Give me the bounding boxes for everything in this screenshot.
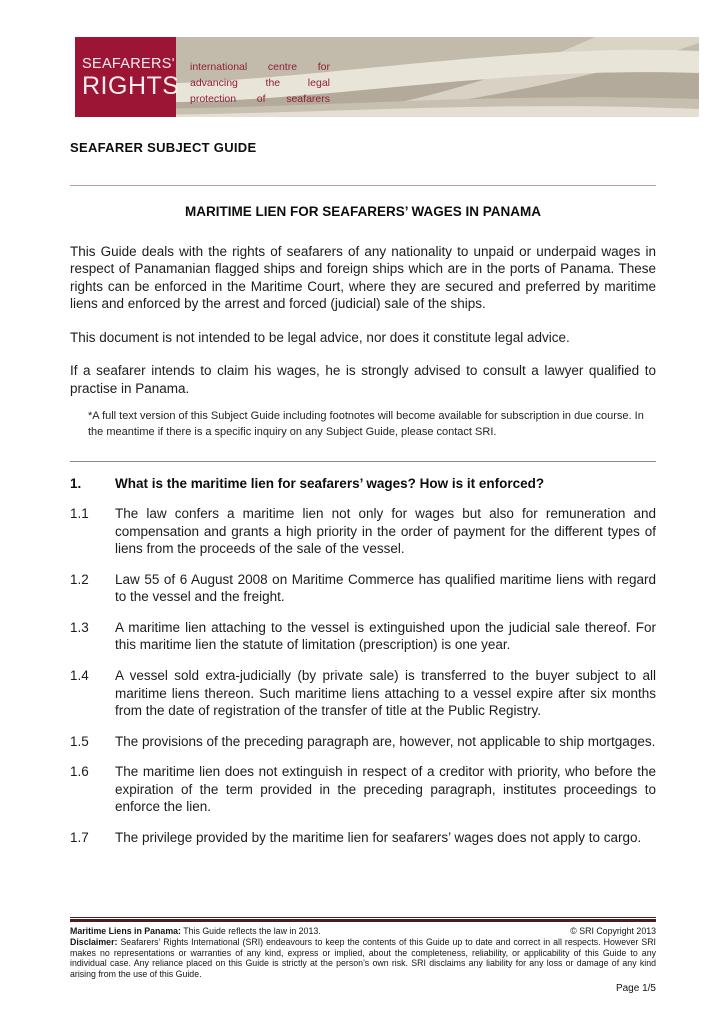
item-number: 1.7 (70, 829, 89, 845)
item-number: 1.5 (70, 733, 89, 749)
seafarers-rights-logo (75, 37, 180, 117)
tagline-line-2: advancing the legal (190, 76, 330, 89)
subscription-note: *A full text version of this Subject Guide including footnotes will become available for subscription in due course. In the meantime if there is a specific inquiry on any Subject Guide, please contact SRI. (88, 410, 644, 438)
intro-paragraph-2: This document is not intended to be legal advice, nor does it constitute legal advice. (70, 329, 570, 345)
intro-paragraph-1: This Guide deals with the rights of seafarers of any nationality to unpaid or underpaid wages in respect of Panamanian flagged ships and foreign ships which are in the ports of Panama. These rights can be enforced in the Maritime Court, where they are secured and preferred by maritime liens and enforced by the arrest and forced (judicial) sale of the ships. (70, 243, 656, 312)
footer-guide-title-rest: This Guide reflects the law in 2013. (180, 926, 321, 936)
item-number: 1.1 (70, 506, 89, 522)
page-number: Page 1/5 (615, 982, 656, 994)
logo-text-seafarers: SEAFARERS' (82, 56, 175, 72)
item-number: 1.2 (70, 571, 89, 587)
item-text: A vessel sold extra-judicially (by private sale) is transferred to the buyer subject to all maritime liens thereon. Such maritime liens attaching to a vessel expire after six months from the date of registration of the transfer of title at the Public Registry. (115, 667, 656, 719)
list-item (70, 667, 656, 720)
tagline-line-1: international centre for (190, 61, 330, 73)
disclaimer-text (70, 937, 656, 979)
item-text: A maritime lien attaching to the vessel is extinguished upon the judicial sale thereof. For this maritime lien the statute of limitation (prescription) is one year. (115, 619, 656, 653)
footer-divider-line (70, 917, 656, 922)
section-divider-line (70, 461, 656, 462)
section-heading (70, 475, 656, 493)
disclaimer-body: Seafarers’ Rights International (SRI) endeavours to keep the contents of this Guide up to date and correct in all respects. However SRI makes no representations or warranties of any kind, express or implied, about the completeness, reliability, or applicability of this Guide to any individual case. Any reliance placed on this Guide is strictly at the person’s own risk. SRI disclaims any liability for any loss or damage of any kind arising from the use of this Guide. (70, 937, 656, 979)
list-item (70, 619, 656, 654)
item-text: The privilege provided by the maritime lien for seafarers’ wages does not apply to cargo. (115, 829, 642, 845)
list-item (70, 505, 656, 558)
document-body (70, 203, 656, 846)
doc-type-heading: SEAFARER SUBJECT GUIDE (70, 140, 257, 155)
item-number: 1.4 (70, 667, 89, 683)
section-number: 1. (70, 475, 82, 491)
item-text: Law 55 of 6 August 2008 on Maritime Commerce has qualified maritime liens with regard to the vessel and the freight. (115, 571, 656, 605)
item-text: The law confers a maritime lien not only for wages but also for remuneration and compensation and grants a high priority in the order of payment for the different types of liens from the proceeds of the sale of the vessel. (115, 506, 656, 557)
tagline-line-3: protection of seafarers (190, 92, 330, 105)
item-text: The maritime lien does not extinguish in respect of a creditor with priority, who before the expiration of the term provided in the preceding paragraph, institutes proceedings to enforce the lien. (115, 764, 656, 815)
item-number: 1.6 (70, 764, 89, 780)
header-banner (75, 37, 699, 117)
item-text: The provisions of the preceding paragraph are, however, not applicable to ship mortgages. (115, 733, 656, 749)
page-title: MARITIME LIEN FOR SEAFARERS’ WAGES IN PANAMA (184, 204, 542, 219)
list-item (70, 571, 656, 606)
section-heading-text: What is the maritime lien for seafarers’ wages? How is it enforced? (115, 475, 545, 491)
disclaimer-label: Disclaimer: (70, 937, 118, 948)
footer-guide-title (70, 926, 321, 936)
list-item (70, 733, 656, 751)
list-item (70, 763, 656, 816)
footer-title-row (70, 926, 656, 936)
item-number: 1.3 (70, 619, 89, 635)
copyright-notice: © SRI Copyright 2013 (570, 926, 656, 936)
intro-paragraph-3: If a seafarer intends to claim his wages, he is strongly advised to consult a lawyer qualified to practise in Panama. (70, 363, 656, 396)
page-footer (70, 917, 656, 995)
list-item (70, 829, 656, 847)
logo-tagline (190, 60, 330, 107)
logo-text-rights: RIGHTS (82, 71, 180, 100)
header-divider-line (70, 185, 656, 186)
footer-guide-title-bold: Maritime Liens in Panama: (70, 926, 181, 936)
